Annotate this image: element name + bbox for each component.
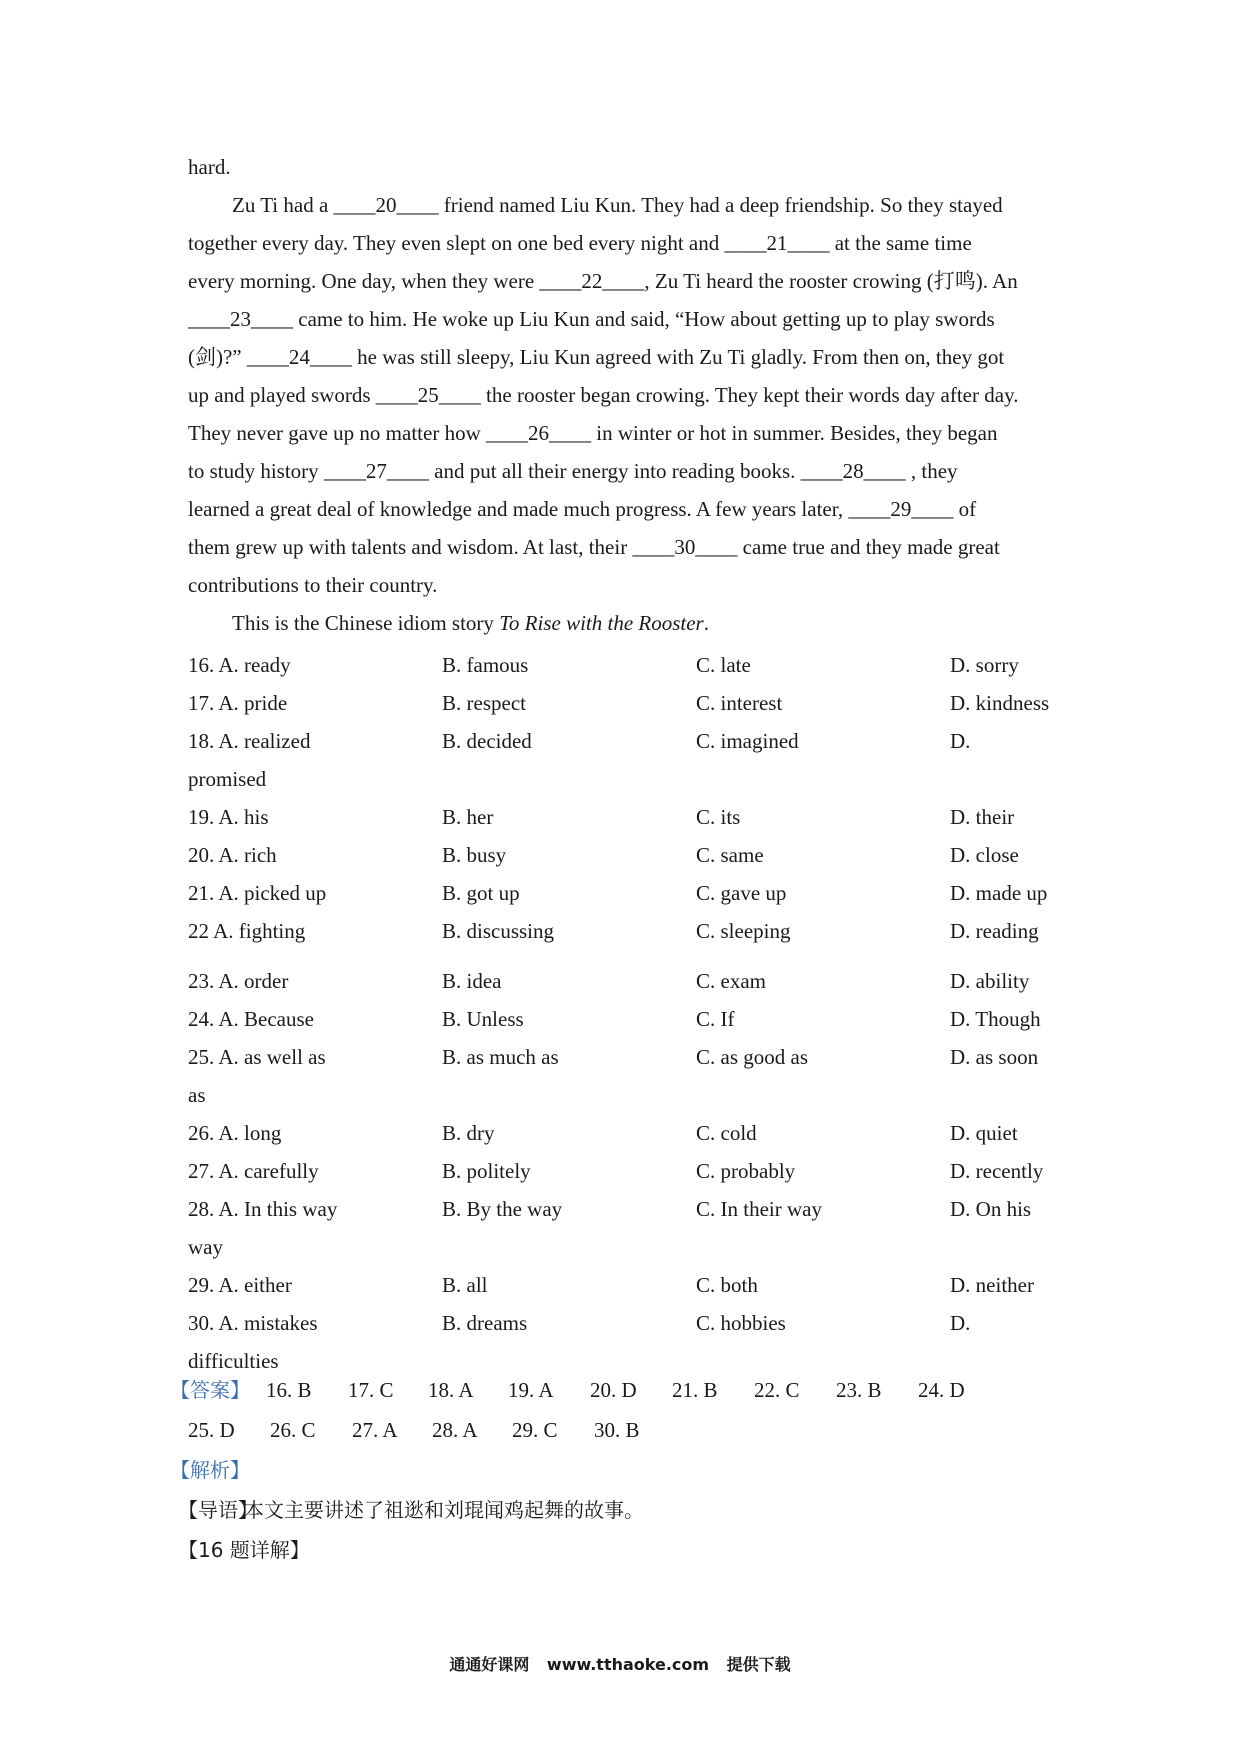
option-cell: C. same: [696, 843, 764, 867]
detail-label: 【16 题详解】: [178, 1538, 310, 1562]
passage-line: to study history ____27____ and put all their energy into reading books. ____28____ , they: [188, 459, 958, 483]
option-cell: B. discussing: [442, 919, 555, 943]
answer-item: 20. D: [590, 1378, 637, 1402]
option-cell: B. busy: [442, 843, 507, 867]
answer-item: 25. D: [188, 1418, 235, 1442]
option-cell: D. ability: [950, 969, 1030, 993]
option-cell: 16. A. ready: [188, 653, 291, 677]
option-cell: B. respect: [442, 691, 526, 715]
option-cell: C. its: [696, 805, 741, 829]
option-row: [188, 684, 1068, 722]
option-row: [188, 1152, 1068, 1190]
passage-line: together every day. They even slept on one bed every night and ____21____ at the same time: [188, 231, 972, 255]
answer-item: 26. C: [270, 1418, 316, 1442]
option-cell: B. politely: [442, 1159, 531, 1183]
option-cell: C. hobbies: [696, 1311, 786, 1335]
option-cell: C. probably: [696, 1159, 796, 1183]
option-cell: C. sleeping: [696, 919, 791, 943]
option-cell: D. made up: [950, 881, 1048, 905]
closing-suffix: .: [703, 611, 709, 635]
option-cell: 22 A. fighting: [188, 919, 306, 943]
option-cell: 20. A. rich: [188, 843, 277, 867]
option-cell: C. gave up: [696, 881, 787, 905]
passage: [188, 148, 1058, 642]
closing-line: [188, 604, 1058, 642]
answer-item: 24. D: [918, 1378, 965, 1402]
footer-action: 提供下载: [726, 1655, 791, 1674]
passage-line: ____23____ came to him. He woke up Liu Kun and said, “How about getting up to play swords: [188, 307, 995, 331]
answer-item: 18. A: [428, 1378, 474, 1402]
story-title: To Rise with the Rooster: [499, 611, 704, 635]
option-cell: 25. A. as well as: [188, 1045, 326, 1069]
passage-line: (剑)?” ____24____ he was still sleepy, Liu Kun agreed with Zu Ti gladly. From then on, they got: [188, 345, 1005, 369]
answer-section: [170, 1370, 1068, 1570]
answer-item: 27. A: [352, 1418, 398, 1442]
option-row: [188, 722, 1068, 760]
answer-item: 19. A: [508, 1378, 554, 1402]
option-cell: B. all: [442, 1273, 488, 1297]
option-cell: 26. A. long: [188, 1121, 282, 1145]
option-row: [188, 1076, 1068, 1114]
passage-line: every morning. One day, when they were ____22____, Zu Ti heard the rooster crowing (打鸣). An: [188, 269, 1018, 293]
passage-line: contributions to their country.: [188, 573, 438, 597]
answer-row: [188, 1410, 1068, 1450]
footer-url: www.tthaoke.com: [546, 1655, 710, 1674]
option-cell: promised: [188, 767, 267, 791]
option-cell: D. recently: [950, 1159, 1044, 1183]
option-cell: 30. A. mistakes: [188, 1311, 318, 1335]
option-cell: C. late: [696, 653, 751, 677]
option-cell: D. sorry: [950, 653, 1019, 677]
option-cell: C. as good as: [696, 1045, 808, 1069]
guide-row: [178, 1490, 1068, 1530]
passage-line: Zu Ti had a ____20____ friend named Liu Kun. They had a deep friendship. So they stayed: [232, 193, 1003, 217]
option-cell: D. their: [950, 805, 1015, 829]
guide-label: 【导语】: [178, 1498, 258, 1522]
option-cell: difficulties: [188, 1349, 279, 1373]
option-cell: C. both: [696, 1273, 758, 1297]
option-cell: 18. A. realized: [188, 729, 311, 753]
option-cell: B. famous: [442, 653, 529, 677]
option-row: [188, 798, 1068, 836]
option-row: [188, 1190, 1068, 1228]
option-row: [188, 1228, 1068, 1266]
option-row: [188, 1000, 1068, 1038]
page-footer: [0, 1652, 1240, 1675]
option-cell: 23. A. order: [188, 969, 289, 993]
option-cell: C. cold: [696, 1121, 757, 1145]
option-cell: B. as much as: [442, 1045, 559, 1069]
option-cell: D. kindness: [950, 691, 1050, 715]
option-row: [188, 1266, 1068, 1304]
option-row: [188, 1114, 1068, 1152]
option-cell: B. By the way: [442, 1197, 563, 1221]
option-cell: D. close: [950, 843, 1019, 867]
option-cell: 29. A. either: [188, 1273, 292, 1297]
option-cell: 24. A. Because: [188, 1007, 314, 1031]
guide-text: 本文主要讲述了祖逖和刘琨闻鸡起舞的故事。: [244, 1498, 644, 1522]
answer-item: 21. B: [672, 1378, 718, 1402]
closing-prefix: This is the Chinese idiom story: [232, 611, 500, 635]
option-row: [188, 760, 1068, 798]
analysis-row: [170, 1450, 1068, 1490]
option-cell: D. Though: [950, 1007, 1041, 1031]
answer-label: 【答案】: [170, 1378, 250, 1402]
option-cell: C. In their way: [696, 1197, 822, 1221]
option-cell: 21. A. picked up: [188, 881, 327, 905]
option-cell: C. If: [696, 1007, 735, 1031]
option-row: [188, 874, 1068, 912]
option-row: [188, 1304, 1068, 1342]
passage-line: hard.: [188, 155, 231, 179]
answer-item: 16. B: [266, 1378, 312, 1402]
option-cell: B. idea: [442, 969, 502, 993]
answer-item: 22. C: [754, 1378, 800, 1402]
option-cell: way: [188, 1235, 223, 1259]
option-cell: 28. A. In this way: [188, 1197, 338, 1221]
option-cell: B. dreams: [442, 1311, 528, 1335]
option-cell: D.: [950, 1311, 971, 1335]
option-cell: D. quiet: [950, 1121, 1018, 1145]
options-list: [188, 646, 1068, 1380]
option-cell: 19. A. his: [188, 805, 269, 829]
option-cell: D. as soon: [950, 1045, 1039, 1069]
answer-item: 30. B: [594, 1418, 640, 1442]
passage-line: up and played swords ____25____ the rooster began crowing. They kept their words day after day.: [188, 383, 1019, 407]
passage-line: them grew up with talents and wisdom. At last, their ____30____ came true and they made great: [188, 535, 1000, 559]
option-row: [188, 836, 1068, 874]
answer-item: 17. C: [348, 1378, 394, 1402]
answer-item: 28. A: [432, 1418, 478, 1442]
option-cell: 17. A. pride: [188, 691, 288, 715]
option-cell: D. reading: [950, 919, 1039, 943]
analysis-label: 【解析】: [170, 1458, 250, 1482]
footer-site-name: 通通好课网: [449, 1655, 530, 1674]
option-cell: D.: [950, 729, 971, 753]
option-cell: B. got up: [442, 881, 520, 905]
option-cell: C. imagined: [696, 729, 799, 753]
option-row: [188, 962, 1068, 1000]
option-row: [188, 1038, 1068, 1076]
answer-item: 23. B: [836, 1378, 882, 1402]
answer-item: 29. C: [512, 1418, 558, 1442]
passage-line: learned a great deal of knowledge and made much progress. A few years later, ____29____ of: [188, 497, 977, 521]
answer-row: [170, 1370, 1068, 1410]
option-cell: 27. A. carefully: [188, 1159, 319, 1183]
option-cell: C. exam: [696, 969, 766, 993]
option-row: [188, 646, 1068, 684]
option-row: [188, 912, 1068, 950]
option-cell: D. neither: [950, 1273, 1034, 1297]
option-cell: B. Unless: [442, 1007, 524, 1031]
option-cell: D. On his: [950, 1197, 1032, 1221]
option-cell: B. dry: [442, 1121, 495, 1145]
option-cell: C. interest: [696, 691, 783, 715]
passage-line: They never gave up no matter how ____26____ in winter or hot in summer. Besides, they began: [188, 421, 998, 445]
detail-row: [178, 1530, 1068, 1570]
option-cell: B. decided: [442, 729, 532, 753]
option-cell: as: [188, 1083, 206, 1107]
option-cell: B. her: [442, 805, 494, 829]
